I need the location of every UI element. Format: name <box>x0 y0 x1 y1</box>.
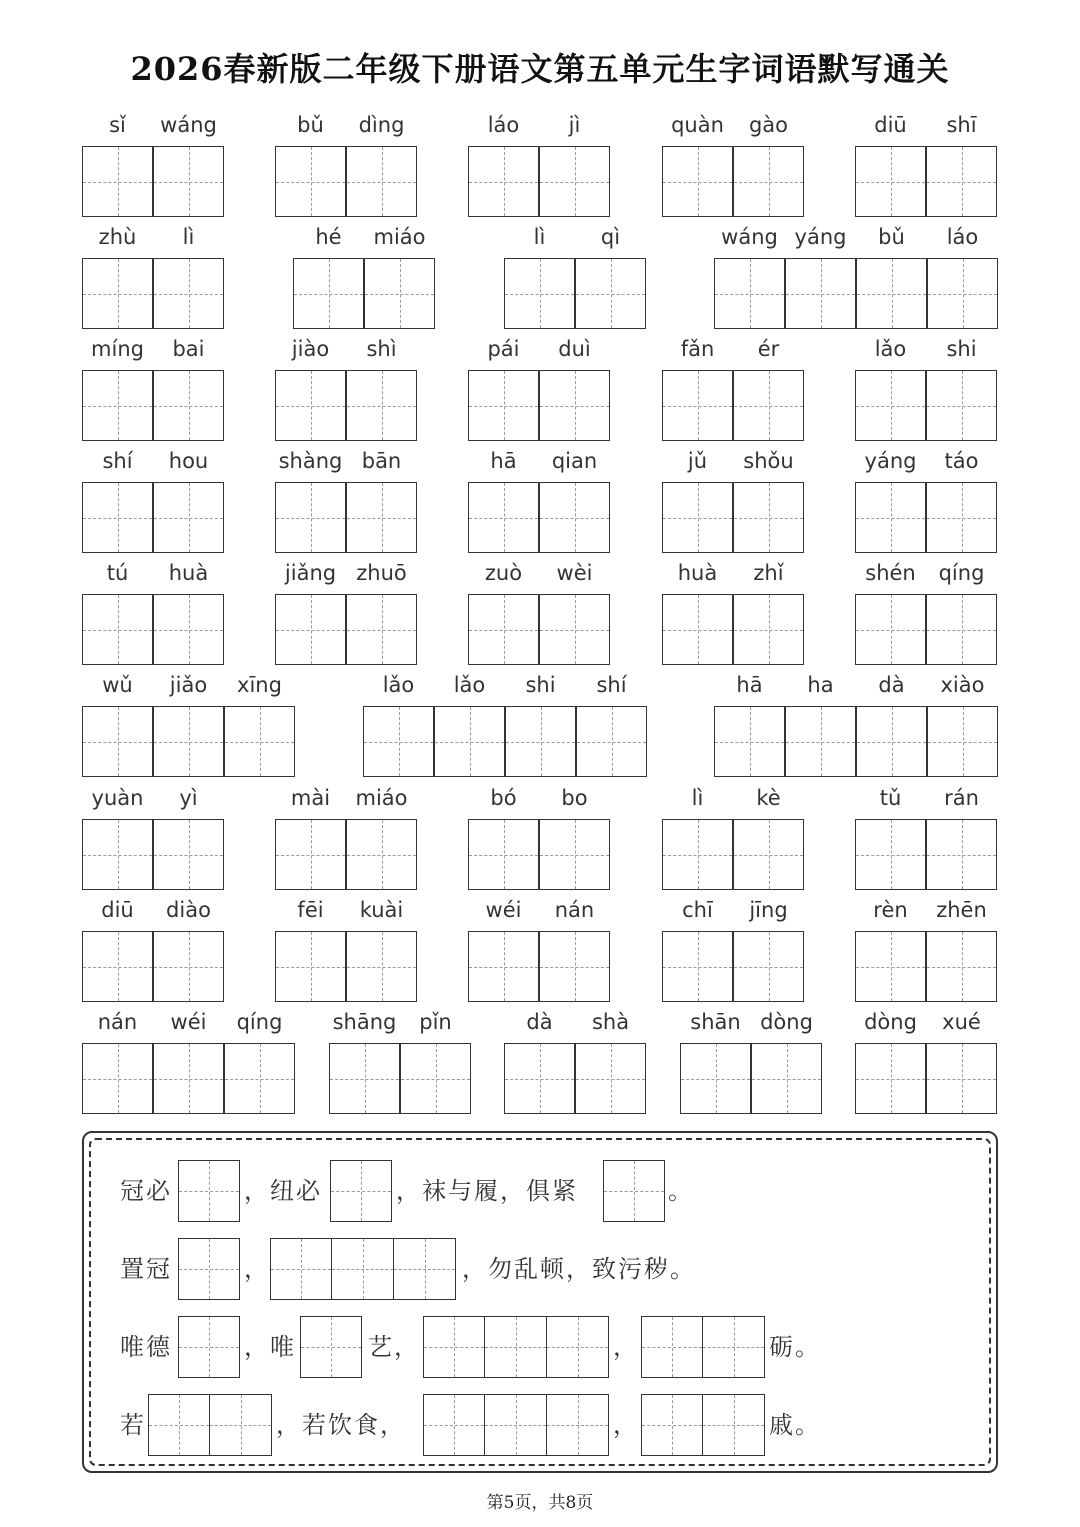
pinyin-label: shì <box>366 337 397 361</box>
pinyin-label: bai <box>172 337 205 361</box>
pinyin-label: lì <box>691 786 704 810</box>
pinyin-label: nán <box>97 1010 138 1034</box>
pinyin-label: lǎo <box>382 673 415 697</box>
pinyin-label: lǎo <box>874 337 907 361</box>
pinyin-label: shàng <box>278 449 343 473</box>
writing-cell[interactable] <box>153 258 224 329</box>
pinyin-label: pǐn <box>419 1010 452 1034</box>
answer-box[interactable] <box>641 1394 703 1456</box>
writing-cell[interactable] <box>733 482 804 553</box>
pinyin-label: ér <box>757 337 780 361</box>
answer-box[interactable] <box>423 1394 485 1456</box>
pinyin-label: shǒu <box>743 449 794 473</box>
writing-cell[interactable] <box>855 931 926 1002</box>
writing-cell[interactable] <box>662 594 733 665</box>
pinyin-label: yáng <box>864 449 917 473</box>
pinyin-label: zhuō <box>356 561 407 585</box>
pinyin-label: dìng <box>358 113 405 137</box>
pinyin-label: qì <box>600 225 621 249</box>
writing-cell[interactable] <box>927 258 998 329</box>
pinyin-label: huà <box>168 561 209 585</box>
pinyin-label: lǎo <box>453 673 486 697</box>
pinyin-label: xiào <box>940 673 985 697</box>
writing-cell[interactable] <box>153 819 224 890</box>
pinyin-label: wèi <box>556 561 593 585</box>
writing-cell[interactable] <box>926 146 997 217</box>
writing-cell[interactable] <box>82 482 153 553</box>
pinyin-label: fǎn <box>680 337 715 361</box>
writing-cell[interactable] <box>468 819 539 890</box>
pinyin-label: rán <box>944 786 979 810</box>
writing-cell[interactable] <box>346 931 417 1002</box>
writing-cell[interactable] <box>346 594 417 665</box>
answer-box[interactable] <box>178 1238 240 1300</box>
pinyin-label: láo <box>487 113 520 137</box>
pinyin-label: wéi <box>170 1010 207 1034</box>
pinyin-label: bó <box>490 786 517 810</box>
pinyin-label: gào <box>748 113 789 137</box>
writing-cell[interactable] <box>714 258 785 329</box>
answer-box[interactable] <box>603 1160 665 1222</box>
pinyin-label: qian <box>551 449 598 473</box>
writing-cell[interactable] <box>153 1043 224 1114</box>
writing-cell[interactable] <box>504 1043 575 1114</box>
writing-cell[interactable] <box>293 258 364 329</box>
recite-text: ， <box>244 1255 270 1283</box>
writing-cell[interactable] <box>662 482 733 553</box>
answer-box[interactable] <box>423 1316 485 1378</box>
writing-cell[interactable] <box>662 146 733 217</box>
pinyin-label: zhǐ <box>753 561 784 585</box>
pinyin-label: shí <box>596 673 627 697</box>
pinyin-label: diū <box>874 113 907 137</box>
pinyin-label: zhēn <box>936 898 987 922</box>
recite-text: ，勿乱顿，致污秽。 <box>462 1255 696 1283</box>
pinyin-label: jiǎo <box>169 673 208 697</box>
pinyin-label: ha <box>807 673 834 697</box>
pinyin-label: pái <box>487 337 520 361</box>
writing-cell[interactable] <box>468 594 539 665</box>
recite-text: 冠必 <box>120 1177 172 1205</box>
pinyin-label: diū <box>101 898 134 922</box>
writing-cell[interactable] <box>855 1043 926 1114</box>
writing-cell[interactable] <box>714 706 785 777</box>
writing-cell[interactable] <box>733 594 804 665</box>
writing-cell[interactable] <box>329 1043 400 1114</box>
answer-box[interactable] <box>641 1316 703 1378</box>
writing-cell[interactable] <box>855 594 926 665</box>
writing-cell[interactable] <box>346 146 417 217</box>
pinyin-label: shí <box>102 449 133 473</box>
pinyin-label: jiǎng <box>284 561 337 585</box>
pinyin-label: shī <box>946 113 977 137</box>
pinyin-label: rèn <box>873 898 908 922</box>
pinyin-label: mài <box>290 786 331 810</box>
writing-cell[interactable] <box>926 931 997 1002</box>
writing-cell[interactable] <box>82 1043 153 1114</box>
writing-cell[interactable] <box>346 819 417 890</box>
writing-cell[interactable] <box>504 258 575 329</box>
pinyin-label: lì <box>533 225 546 249</box>
writing-cell[interactable] <box>855 819 926 890</box>
writing-cell[interactable] <box>733 819 804 890</box>
writing-cell[interactable] <box>855 146 926 217</box>
pinyin-label: xué <box>942 1010 981 1034</box>
pinyin-label: hā <box>736 673 763 697</box>
writing-cell[interactable] <box>275 146 346 217</box>
pinyin-label: huà <box>677 561 718 585</box>
writing-cell[interactable] <box>539 370 610 441</box>
pinyin-label: kè <box>756 786 781 810</box>
answer-box[interactable] <box>394 1238 456 1300</box>
pinyin-label: quàn <box>671 113 724 137</box>
pinyin-label: qíng <box>938 561 985 585</box>
writing-cell[interactable] <box>153 706 224 777</box>
answer-box[interactable] <box>485 1316 547 1378</box>
pinyin-label: miáo <box>373 225 426 249</box>
writing-cell[interactable] <box>153 931 224 1002</box>
answer-box[interactable] <box>270 1238 332 1300</box>
recite-text: ， <box>613 1411 639 1439</box>
recite-text: ， <box>613 1333 639 1361</box>
pinyin-label: wéi <box>485 898 522 922</box>
recite-text: 唯德 <box>120 1333 172 1361</box>
pinyin-label: jǔ <box>687 449 708 473</box>
recite-text: 戚。 <box>769 1411 821 1439</box>
pinyin-label: bān <box>361 449 402 473</box>
writing-cell[interactable] <box>275 370 346 441</box>
writing-cell[interactable] <box>539 482 610 553</box>
writing-cell[interactable] <box>539 819 610 890</box>
page-title: 2026春新版二年级下册语文第五单元生字词语默写通关 <box>130 50 950 88</box>
pinyin-label: shān <box>690 1010 741 1034</box>
writing-cell[interactable] <box>785 258 856 329</box>
pinyin-label: wáng <box>721 225 778 249</box>
writing-cell[interactable] <box>82 706 153 777</box>
pinyin-label: sǐ <box>109 113 126 137</box>
pinyin-label: nán <box>554 898 595 922</box>
pinyin-label: dà <box>526 1010 553 1034</box>
pinyin-label: bǔ <box>878 225 905 249</box>
pinyin-label: yuàn <box>91 786 144 810</box>
answer-box[interactable] <box>210 1394 272 1456</box>
writing-cell[interactable] <box>733 146 804 217</box>
pinyin-label: wǔ <box>102 673 133 697</box>
writing-cell[interactable] <box>662 819 733 890</box>
pinyin-label: tǔ <box>879 786 902 810</box>
writing-cell[interactable] <box>539 146 610 217</box>
writing-cell[interactable] <box>751 1043 822 1114</box>
writing-cell[interactable] <box>856 258 927 329</box>
writing-cell[interactable] <box>153 594 224 665</box>
pinyin-label: shi <box>525 673 556 697</box>
writing-cell[interactable] <box>539 931 610 1002</box>
writing-cell[interactable] <box>346 370 417 441</box>
writing-cell[interactable] <box>505 706 576 777</box>
pinyin-label: xīng <box>237 673 282 697</box>
pinyin-label: kuài <box>359 898 404 922</box>
pinyin-label: diào <box>166 898 211 922</box>
pinyin-label: tú <box>106 561 129 585</box>
recite-text: ，唯 <box>244 1333 296 1361</box>
writing-cell[interactable] <box>468 931 539 1002</box>
writing-cell[interactable] <box>926 594 997 665</box>
pinyin-label: fēi <box>297 898 324 922</box>
answer-box[interactable] <box>178 1316 240 1378</box>
pinyin-label: wáng <box>160 113 217 137</box>
pinyin-label: shi <box>946 337 977 361</box>
pinyin-label: hou <box>168 449 209 473</box>
writing-cell[interactable] <box>224 706 295 777</box>
recite-text: 若 <box>120 1411 146 1439</box>
answer-box[interactable] <box>703 1394 765 1456</box>
recite-text: 艺， <box>368 1333 420 1361</box>
writing-cell[interactable] <box>153 482 224 553</box>
writing-cell[interactable] <box>468 370 539 441</box>
writing-cell[interactable] <box>468 482 539 553</box>
writing-cell[interactable] <box>927 706 998 777</box>
writing-cell[interactable] <box>363 706 434 777</box>
pinyin-label: dòng <box>864 1010 917 1034</box>
writing-cell[interactable] <box>926 1043 997 1114</box>
pinyin-label: hā <box>490 449 517 473</box>
writing-cell[interactable] <box>82 146 153 217</box>
answer-box[interactable] <box>547 1316 609 1378</box>
writing-cell[interactable] <box>662 931 733 1002</box>
page-footer: 第5页，共8页 <box>486 1493 594 1513</box>
pinyin-label: yáng <box>794 225 847 249</box>
writing-cell[interactable] <box>855 482 926 553</box>
writing-cell[interactable] <box>275 482 346 553</box>
recite-text: ，纽必 <box>244 1177 322 1205</box>
answer-box[interactable] <box>547 1394 609 1456</box>
answer-box[interactable] <box>703 1316 765 1378</box>
pinyin-label: jiào <box>291 337 330 361</box>
writing-cell[interactable] <box>82 594 153 665</box>
writing-cell[interactable] <box>662 370 733 441</box>
recite-text: ，若饮食， <box>276 1411 406 1439</box>
recite-text: 。 <box>668 1177 694 1205</box>
answer-box[interactable] <box>485 1394 547 1456</box>
writing-cell[interactable] <box>926 370 997 441</box>
recite-text: ，袜与履，俱紧 <box>396 1177 578 1205</box>
pinyin-label: hé <box>315 225 342 249</box>
pinyin-label: chī <box>682 898 713 922</box>
pinyin-label: bǔ <box>297 113 324 137</box>
writing-cell[interactable] <box>434 706 505 777</box>
pinyin-label: dà <box>878 673 905 697</box>
pinyin-label: duì <box>558 337 591 361</box>
answer-box[interactable] <box>178 1160 240 1222</box>
writing-cell[interactable] <box>153 370 224 441</box>
pinyin-label: zhù <box>98 225 137 249</box>
writing-cell[interactable] <box>346 482 417 553</box>
writing-cell[interactable] <box>468 146 539 217</box>
writing-cell[interactable] <box>275 931 346 1002</box>
writing-cell[interactable] <box>275 594 346 665</box>
pinyin-label: shà <box>591 1010 630 1034</box>
pinyin-label: lì <box>182 225 195 249</box>
pinyin-label: shén <box>865 561 916 585</box>
pinyin-label: bo <box>561 786 588 810</box>
writing-cell[interactable] <box>400 1043 471 1114</box>
writing-cell[interactable] <box>82 819 153 890</box>
answer-box[interactable] <box>148 1394 210 1456</box>
writing-cell[interactable] <box>680 1043 751 1114</box>
pinyin-label: miáo <box>355 786 408 810</box>
writing-cell[interactable] <box>575 1043 646 1114</box>
pinyin-label: shāng <box>332 1010 397 1034</box>
writing-cell[interactable] <box>926 482 997 553</box>
writing-cell[interactable] <box>82 931 153 1002</box>
pinyin-label: jīng <box>749 898 788 922</box>
writing-cell[interactable] <box>785 706 856 777</box>
answer-box[interactable] <box>300 1316 362 1378</box>
pinyin-label: táo <box>944 449 979 473</box>
writing-cell[interactable] <box>153 146 224 217</box>
writing-cell[interactable] <box>576 706 647 777</box>
answer-box[interactable] <box>332 1238 394 1300</box>
writing-cell[interactable] <box>224 1043 295 1114</box>
pinyin-label: yì <box>179 786 198 810</box>
pinyin-label: jì <box>568 113 581 137</box>
pinyin-label: láo <box>946 225 979 249</box>
writing-cell[interactable] <box>364 258 435 329</box>
writing-cell[interactable] <box>82 370 153 441</box>
writing-cell[interactable] <box>82 258 153 329</box>
writing-cell[interactable] <box>926 819 997 890</box>
recite-text: 置冠 <box>120 1255 172 1283</box>
writing-cell[interactable] <box>856 706 927 777</box>
writing-cell[interactable] <box>275 819 346 890</box>
pinyin-label: míng <box>91 337 144 361</box>
pinyin-label: qíng <box>236 1010 283 1034</box>
recite-text: 砺。 <box>769 1333 821 1361</box>
writing-cell[interactable] <box>855 370 926 441</box>
writing-cell[interactable] <box>539 594 610 665</box>
pinyin-label: dòng <box>760 1010 813 1034</box>
writing-cell[interactable] <box>733 931 804 1002</box>
writing-cell[interactable] <box>575 258 646 329</box>
answer-box[interactable] <box>330 1160 392 1222</box>
pinyin-label: zuò <box>484 561 523 585</box>
writing-cell[interactable] <box>733 370 804 441</box>
